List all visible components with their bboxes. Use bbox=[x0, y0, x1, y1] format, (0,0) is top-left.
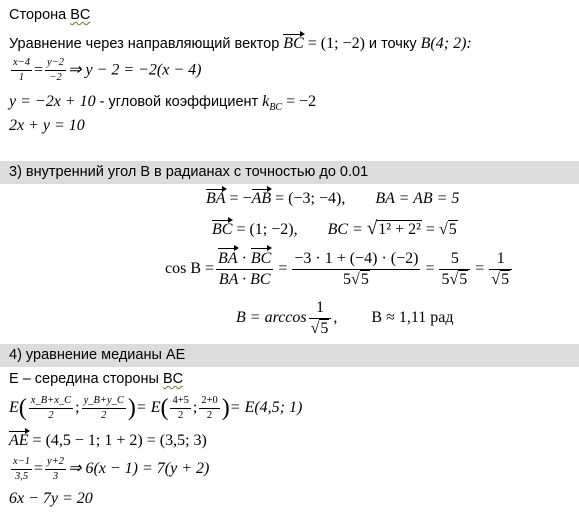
general-equation: 2x + y = 10 bbox=[9, 117, 85, 134]
median-vector-line bbox=[9, 432, 207, 450]
midpoint-result: = E(4,5; 1) bbox=[229, 399, 303, 416]
vector-ae: AE bbox=[9, 432, 29, 449]
canonical-result: ⇒ y − 2 = −2(x − 4) bbox=[68, 61, 202, 79]
cos-b: cos B = bbox=[165, 260, 215, 277]
slope-equation: y = −2x + 10 bbox=[9, 93, 96, 110]
vector-ae-value: = (4,5 − 1; 1 + 2) = (3,5; 3) bbox=[28, 432, 207, 449]
point-e: E bbox=[9, 399, 19, 416]
fraction-dot-over-lengths: $\frac{BA \cdot BC}{BA \cdot BC}$ bbox=[218, 249, 272, 288]
vector-bc-2-value: = (1; −2), bbox=[232, 221, 298, 238]
equals: = bbox=[421, 221, 439, 238]
sqrt-5: √5 bbox=[438, 221, 457, 238]
fraction-y-2: $\frac{y+2}{3}$ bbox=[47, 455, 65, 482]
fraction-y: $\frac{y-2}{-2}$ bbox=[47, 57, 65, 83]
slope-text: - угловой коэффициент bbox=[95, 94, 263, 110]
direction-text: Уравнение через направляющий вектор bbox=[9, 36, 284, 52]
angle-row-4 bbox=[236, 296, 454, 340]
median-canonical-result: ⇒ 6(x − 1) = 7(y + 2) bbox=[68, 460, 210, 477]
equals-minus: = − bbox=[225, 190, 252, 207]
fraction-4-5: $\frac{4+5}{2}$ bbox=[172, 394, 189, 421]
heading-median-ae: 4) уравнение медианы AE bbox=[9, 347, 186, 363]
section-heading-side-bc bbox=[9, 6, 90, 24]
angle-row-2 bbox=[212, 218, 458, 240]
bc-general-line bbox=[9, 117, 85, 135]
equals: = bbox=[34, 61, 44, 79]
slope-k-sub: BC bbox=[269, 101, 283, 113]
slope-value: = −2 bbox=[282, 93, 317, 110]
length-bc-label: BC = bbox=[327, 221, 367, 238]
length-ba: BA = AB = 5 bbox=[375, 190, 460, 207]
angle-row-3: cos B = $\frac{BA \cdot BC}{BA \cdot BC}$ = $\frac{-3 \cdot 1 + (-4) \cdot (-2)}{5√5}$ = $\frac{5}{5√5}$ = $\frac{1}{√5}$ bbox=[165, 245, 514, 293]
vector-bc: BC bbox=[283, 35, 304, 52]
vector-bc-2: BC bbox=[212, 221, 233, 238]
arccos-label: B = arccos bbox=[236, 309, 307, 326]
bc-canonical-line bbox=[9, 56, 201, 90]
fraction-x-1: $\frac{x-1}{3,5}$ bbox=[13, 455, 30, 482]
heading-angle-b: 3) внутренний угол B в радианах с точностью до 0.01 bbox=[9, 164, 369, 180]
bc-slope-line bbox=[9, 93, 316, 117]
section-heading-4 bbox=[0, 344, 579, 367]
point-b: B(4; 2): bbox=[420, 35, 472, 52]
vector-bc-value: = (1; −2) bbox=[303, 35, 365, 52]
fraction-numeric: $\frac{-3 \cdot 1 + (-4) \cdot (-2)}{5√5}$ bbox=[294, 249, 419, 288]
vector-ab: AB bbox=[251, 190, 272, 207]
slope-k: k bbox=[262, 93, 270, 110]
midpoint-bc: BC bbox=[162, 371, 184, 387]
bc-direction-line bbox=[9, 35, 472, 53]
heading-bc: BC bbox=[70, 7, 91, 23]
section-heading-3 bbox=[0, 161, 579, 184]
vector-ba: BA bbox=[206, 190, 226, 207]
comma: , bbox=[333, 309, 338, 326]
arccos-fraction: $\frac{1}{√5}$ bbox=[309, 298, 332, 339]
sqrt-1-2: √1² + 2² bbox=[366, 218, 421, 239]
fraction-yb-yc: $\frac{y\_B+y\_C}{2}$ bbox=[83, 394, 124, 421]
median-midpoint-formula: E ( $\frac{x\_B+x\_C}{2}$ ; $\frac{y\_B+y\_C}{2}$ ) = E ( $\frac{4+5}{2}$ ; $\frac{2+0}{2}$ ) = E(4,5; 1) bbox=[9, 394, 303, 421]
fraction-simplified: $\frac{5}{5√5}$ bbox=[439, 249, 470, 290]
vector-ba-value: = (−3; −4), bbox=[271, 190, 346, 207]
fraction-xb-xc: $\frac{x\_B+x\_C}{2}$ bbox=[30, 394, 72, 421]
fraction-2-0: $\frac{2+0}{2}$ bbox=[201, 394, 218, 421]
median-general-equation: 6x − 7y = 20 bbox=[9, 490, 93, 507]
midpoint-text: E – середина стороны bbox=[9, 371, 163, 387]
heading-text: Сторона bbox=[9, 7, 71, 23]
angle-row-1 bbox=[206, 190, 459, 208]
equals-e: = E bbox=[135, 399, 161, 416]
fraction-result: $\frac{1}{√5}$ bbox=[489, 249, 512, 290]
median-general-line bbox=[9, 490, 93, 508]
fraction-x: $\frac{x-4}{1}$ bbox=[13, 57, 30, 83]
median-midpoint-line bbox=[9, 370, 183, 388]
median-canonical-line: $\frac{x-1}{3,5}$ = $\frac{y+2}{3}$ ⇒ 6(x − 1) = 7(y + 2) bbox=[13, 455, 210, 482]
point-text: и точку bbox=[364, 36, 421, 52]
angle-approx: B ≈ 1,11 рад bbox=[371, 309, 454, 326]
